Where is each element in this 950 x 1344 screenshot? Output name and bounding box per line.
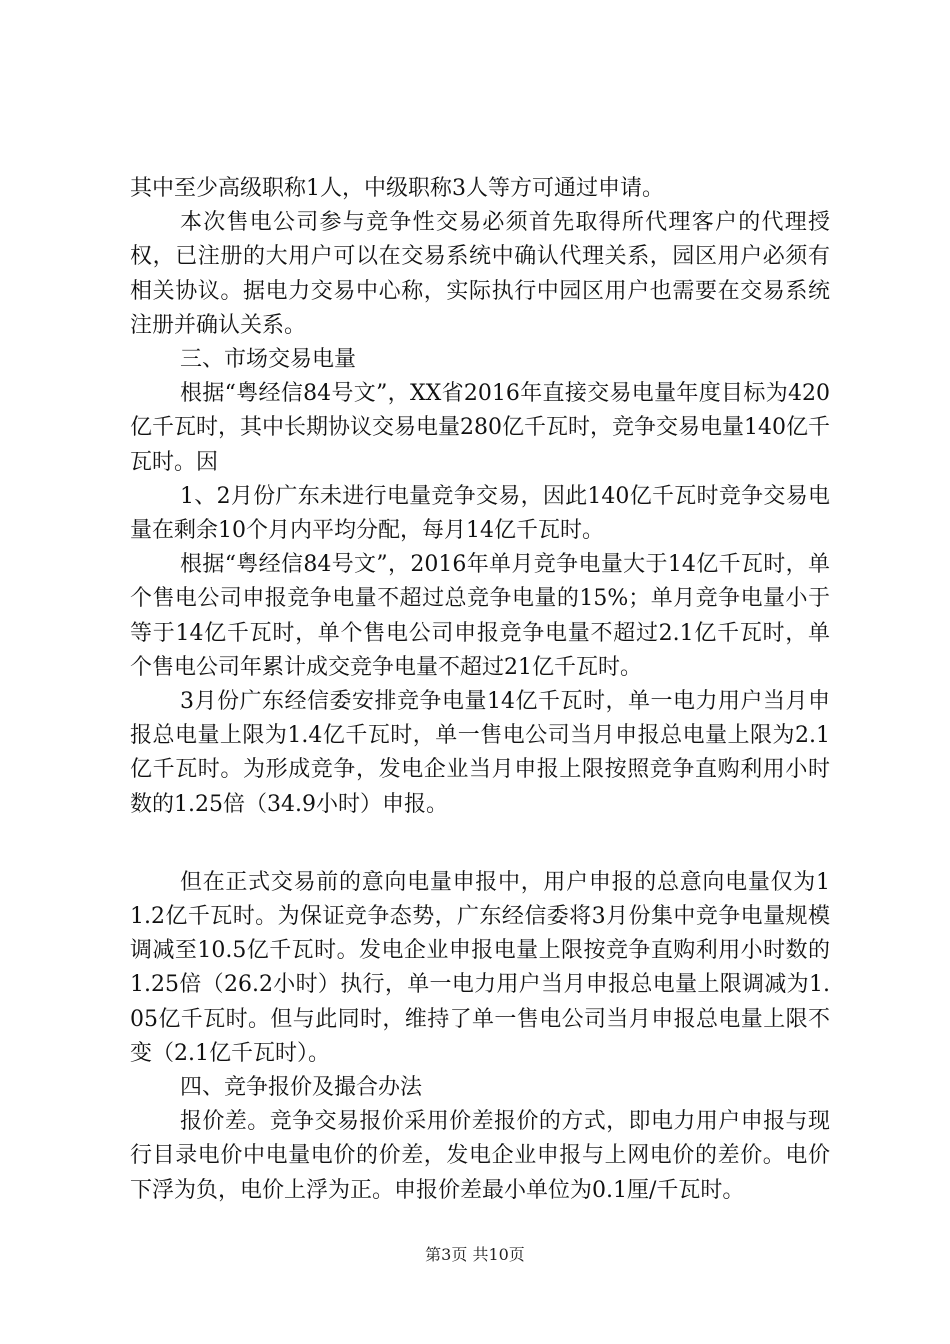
paragraph-march-arrangement: 3月份广东经信委安排竞争电量14亿千瓦时，单一电力用户当月申报总电量上限为1.4亿千瓦时，单一售电公司当月申报总电量上限为2.1亿千瓦时。为形成竞争，发电企业当月申报上限按照竞争直购利用小时数的1.25倍（34.9小时）申报。 <box>130 689 830 817</box>
document-body <box>130 172 830 1208</box>
paragraph-authorization: 本次售电公司参与竞争性交易必须首先取得所代理客户的代理授权，已注册的大用户可以在交易系统中确认代理关系，园区用户必须有相关协议。据电力交易中心称，实际执行中园区用户也需要在交易系统注册并确认关系。 <box>130 210 830 338</box>
paragraph-gap <box>130 822 830 866</box>
paragraph-qualification: 其中至少高级职称1人，中级职称3人等方可通过申请。 <box>130 176 664 201</box>
paragraph-annual-target: 根据“粤经信84号文”，XX省2016年直接交易电量年度目标为420亿千瓦时，其中长期协议交易电量280亿千瓦时，竞争交易电量140亿千瓦时。因 <box>130 381 830 475</box>
section-heading-bidding-matching: 四、竞争报价及撮合办法 <box>180 1075 423 1101</box>
paragraph-price-difference: 报价差。竞争交易报价采用价差报价的方式，即电力用户申报与现行目录电价中电量电价的价差，发电企业申报与上网电价的差价。电价下浮为负，电价上浮为正。申报价差最小单位为0.1厘/千瓦时。 <box>130 1109 830 1203</box>
section-heading-market-volume: 三、市场交易电量 <box>180 347 357 373</box>
paragraph-intention-declaration: 但在正式交易前的意向电量申报中，用户申报的总意向电量仅为11.2亿千瓦时。为保证竞争态势，广东经信委将3月份集中竞争电量规模调减至10.5亿千瓦时。发电企业申报电量上限按竞争直购利用小时数的1.25倍（26.2小时）执行，单一电力用户当月申报总电量上限调减为1.05亿千瓦时。但与此同时，维持了单一售电公司当月申报总电量上限不变（2.1亿千瓦时）。 <box>130 869 830 1066</box>
paragraph-monthly-allocation: 1、2月份广东未进行电量竞争交易，因此140亿千瓦时竞争交易电量在剩余10个月内平均分配，每月14亿千瓦时。 <box>130 483 830 544</box>
paragraph-single-month-limits: 根据“粤经信84号文”，2016年单月竞争电量大于14亿千瓦时，单个售电公司申报竞争电量不超过总竞争电量的15%；单月竞争电量小于等于14亿千瓦时，单个售电公司申报竞争电量不超过2.1亿千瓦时，单个售电公司年累计成交竞争电量不超过21亿千瓦时。 <box>130 552 830 680</box>
page-number-footer: 第3页 共10页 <box>425 1245 525 1264</box>
